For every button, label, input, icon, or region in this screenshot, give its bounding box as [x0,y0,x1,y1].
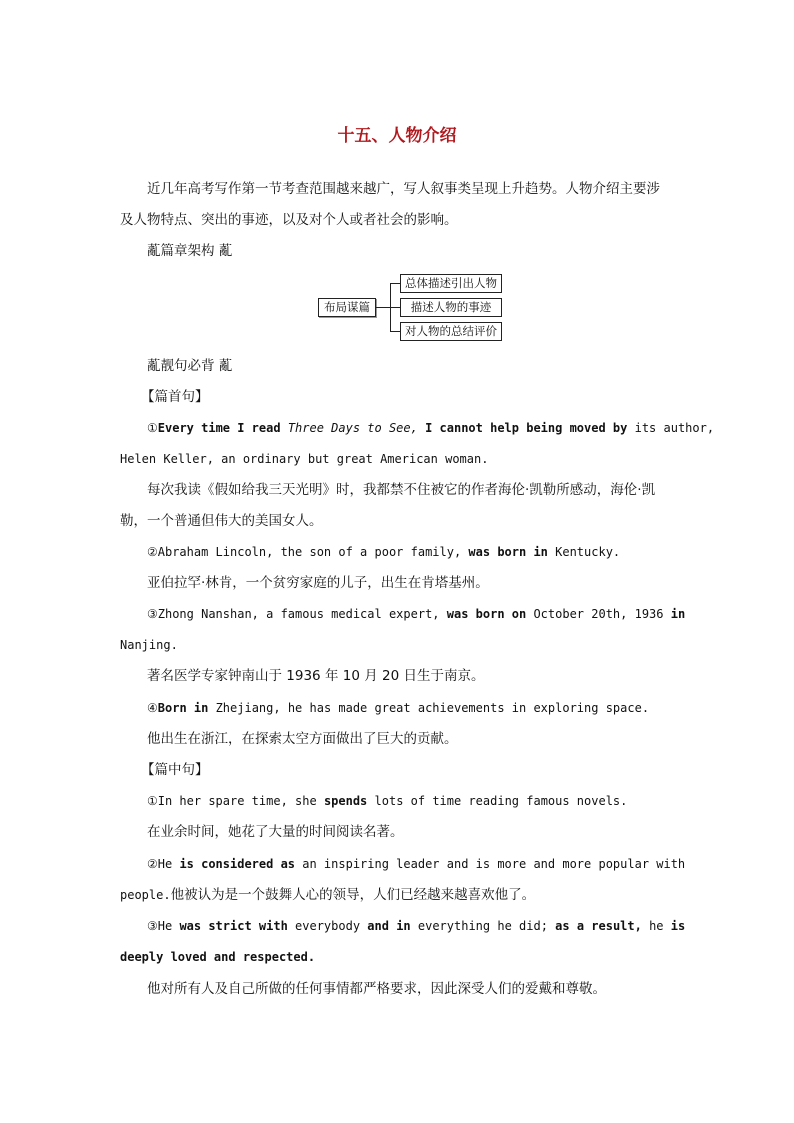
sentence-5-cn: 在业余时间，她花了大量的时间阅读名著。 [147,824,404,840]
sentence-7-en-line-1: ③He was strict with everybody and in everything he did; as a result, he is [147,919,686,933]
sentence-1-cn-line-2: 勒，一个普通但伟大的美国女人。 [120,513,323,529]
intro-line-2: 及人物特点、突出的事迹，以及对个人或者社会的影响。 [120,212,458,228]
diagram-connector [390,331,400,332]
sentence-2-en: ②Abraham Lincoln, the son of a poor family, was born in Kentucky. [147,545,621,559]
layout-diagram [316,272,502,342]
page-title: 十五、人物介绍 [337,126,457,146]
diagram-connector [390,307,400,308]
diagram-branch-3: 对人物的总结评价 [400,322,502,341]
sentence-4-cn: 他出生在浙江，在探索太空方面做出了巨大的贡献。 [147,731,458,747]
diagram-connector [376,307,390,308]
sentence-1-en-line-2: Helen Keller, an ordinary but great American woman. [120,452,489,466]
section-heading-sentences: 薍靓句必背 薍 [147,358,233,374]
sentence-1-en-line-1: ①Every time I read Three Days to See, I cannot help being moved by its author, [147,421,715,435]
sentence-5-en: ①In her spare time, she spends lots of time reading famous novels. [147,794,628,808]
sentence-3-en-line-2: Nanjing. [120,638,178,652]
sentence-1-cn-line-1: 每次我读《假如给我三天光明》时，我都禁不住被它的作者海伦·凯勒所感动，海伦·凯 [147,482,656,498]
label-mid-sentences: 【篇中句】 [141,762,209,778]
sentence-6-en-line-1: ②He is considered as an inspiring leader and is more and more popular with [147,857,686,871]
diagram-main-box: 布局谋篇 [318,298,376,317]
diagram-branch-2: 描述人物的事迹 [400,298,502,317]
diagram-connector [390,283,400,284]
label-head-sentences: 【篇首句】 [141,389,209,405]
sentence-6-line-2: people.他被认为是一个鼓舞人心的领导，人们已经越来越喜欢他了。 [120,887,536,903]
intro-line-1: 近几年高考写作第一节考查范围越来越广，写人叙事类呈现上升趋势。人物介绍主要涉 [147,181,660,197]
sentence-7-en-line-2: deeply loved and respected. [120,950,316,964]
diagram-branch-1: 总体描述引出人物 [400,274,502,293]
sentence-4-en: ④Born in Zhejiang, he has made great achievements in exploring space. [147,701,650,715]
sentence-2-cn: 亚伯拉罕·林肯，一个贫穷家庭的儿子，出生在肯塔基州。 [147,575,489,591]
sentence-3-en-line-1: ③Zhong Nanshan, a famous medical expert, was born on October 20th, 1936 in [147,607,686,621]
sentence-7-cn: 他对所有人及自己所做的任何事情都严格要求，因此深受人们的爱戴和尊敬。 [147,981,606,997]
section-heading-structure: 薍篇章架构 薍 [147,243,233,259]
sentence-3-cn: 著名医学专家钟南山于 1936 年 10 月 20 日生于南京。 [147,668,485,684]
